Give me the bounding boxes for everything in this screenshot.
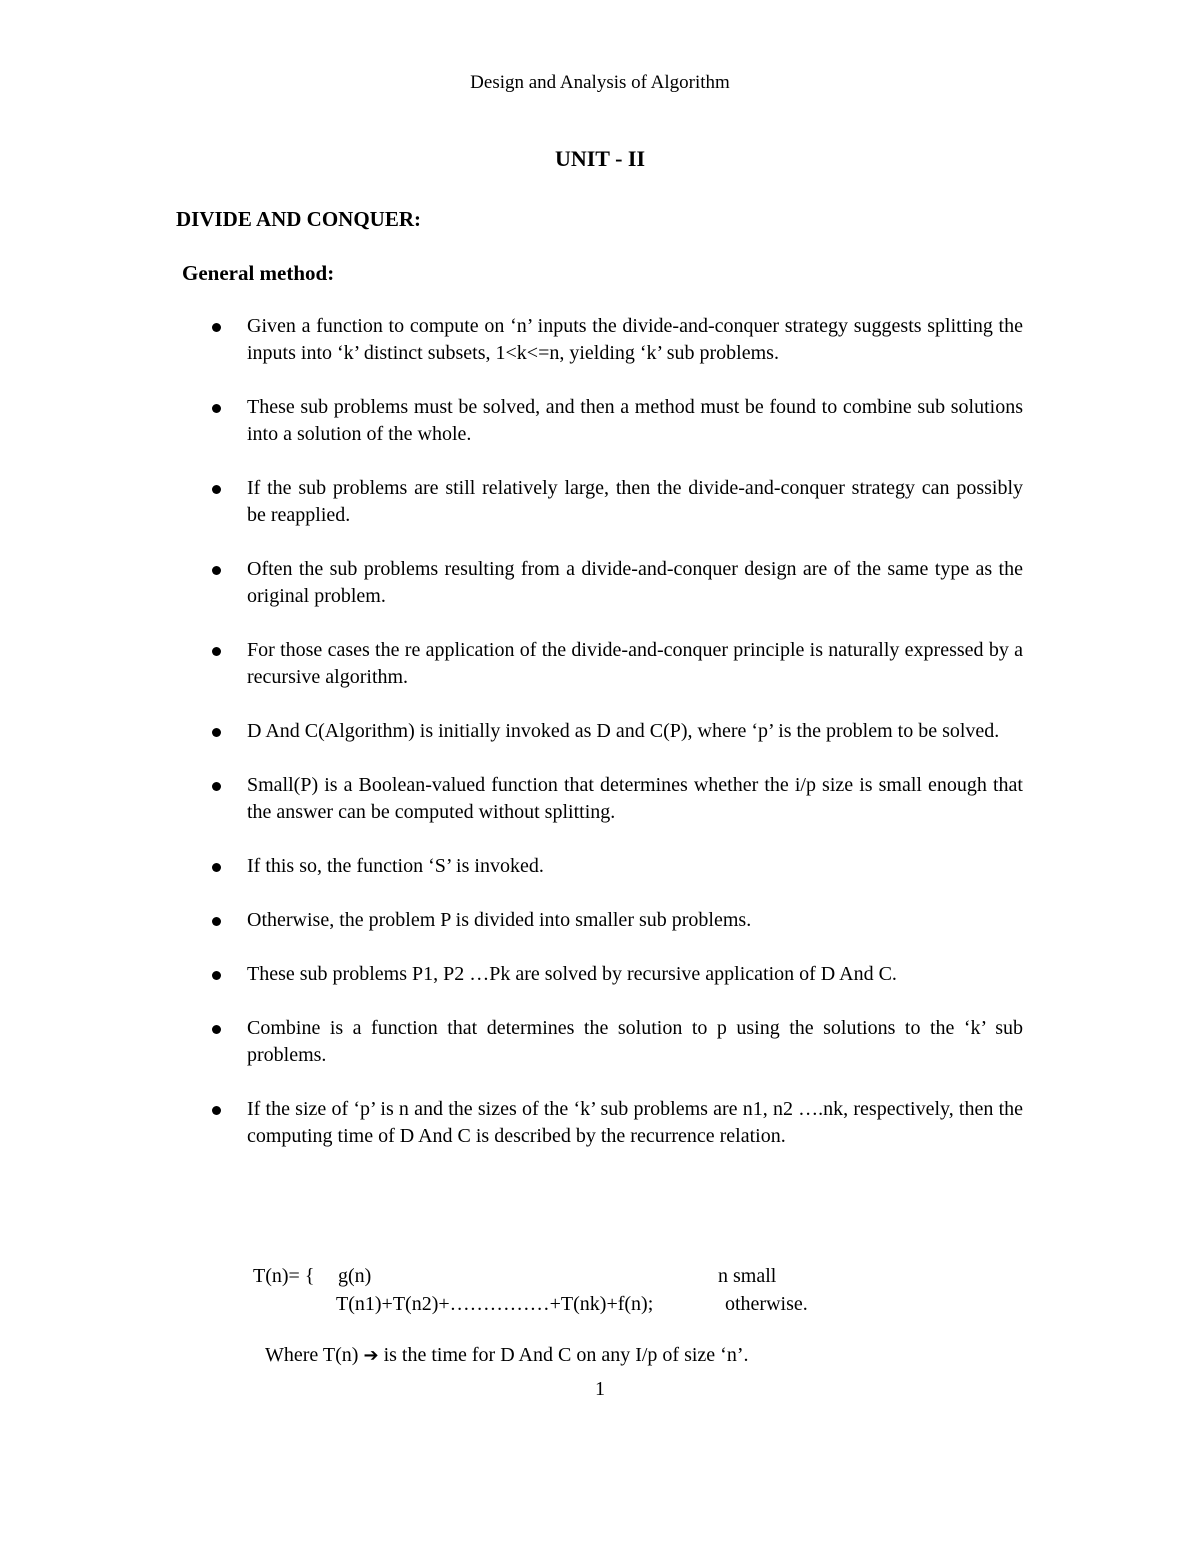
bullet-icon: [212, 728, 221, 737]
list-item: [0, 556, 1200, 610]
formula-row-base-case: [253, 1262, 953, 1290]
formula-row-recursive-case: [253, 1290, 953, 1318]
list-item-text: D And C(Algorithm) is initially invoked as D and C(P), where ‘p’ is the problem to be solved.: [247, 720, 1000, 742]
formula-base-condition: n small: [718, 1265, 777, 1287]
formula-recursive-expression: T(n1)+T(n2)+……………+T(nk)+f(n);: [336, 1293, 654, 1315]
bullet-icon: [212, 647, 221, 656]
bullet-icon: [212, 1025, 221, 1034]
list-item: [0, 394, 1200, 448]
page-number: 1: [595, 1378, 605, 1400]
bullet-icon: [212, 485, 221, 494]
bullet-icon: [212, 404, 221, 413]
bullet-icon: [212, 323, 221, 332]
list-item-text: Combine is a function that determines the solution to p using the solutions to the ‘k’ sub problems.: [247, 1017, 1023, 1066]
formula-base-expression: g(n): [338, 1265, 372, 1287]
bullet-icon: [212, 782, 221, 791]
list-item-text: These sub problems must be solved, and then a method must be found to combine sub solutions into a solution of the whole.: [247, 396, 1023, 445]
formula-recursive-condition: otherwise.: [725, 1293, 808, 1315]
list-item-text: If this so, the function ‘S’ is invoked.: [247, 855, 544, 877]
list-item: [0, 637, 1200, 691]
where-explanation: [265, 1342, 749, 1369]
bullet-list: [0, 313, 1200, 1177]
list-item: [0, 1015, 1200, 1069]
bullet-icon: [212, 971, 221, 980]
list-item-text: Small(P) is a Boolean-valued function that determines whether the i/p size is small enough that the answer can be computed without splitting.: [247, 774, 1023, 823]
list-item-text: If the sub problems are still relatively large, then the divide-and-conquer strategy can possibly be reapplied.: [247, 477, 1023, 526]
list-item: [0, 907, 1200, 934]
list-item-text: Often the sub problems resulting from a divide-and-conquer design are of the same type as the original problem.: [247, 558, 1023, 607]
list-item: [0, 313, 1200, 367]
list-item-text: If the size of ‘p’ is n and the sizes of the ‘k’ sub problems are n1, n2 ….nk, respectively, then the computing time of D And C is described by the recurrence relation.: [247, 1098, 1023, 1147]
list-item: [0, 772, 1200, 826]
bullet-icon: [212, 863, 221, 872]
bullet-icon: [212, 566, 221, 575]
recurrence-formula: [253, 1262, 953, 1318]
unit-title: UNIT - II: [554, 146, 646, 171]
subsection-title: General method:: [182, 261, 335, 285]
list-item-text: Otherwise, the problem P is divided into smaller sub problems.: [247, 909, 752, 931]
list-item-text: For those cases the re application of the divide-and-conquer principle is naturally expressed by a recursive algorithm.: [247, 639, 1023, 688]
list-item-text: These sub problems P1, P2 …Pk are solved by recursive application of D And C.: [247, 963, 897, 985]
list-item-text: Given a function to compute on ‘n’ inputs the divide-and-conquer strategy suggests splitting the inputs into ‘k’ distinct subsets, 1<k<=n, yielding ‘k’ sub problems.: [247, 315, 1023, 364]
bullet-icon: [212, 1106, 221, 1115]
list-item: [0, 718, 1200, 745]
bullet-icon: [212, 917, 221, 926]
where-suffix: is the time for D And C on any I/p of size ‘n’.: [383, 1344, 749, 1366]
list-item: [0, 853, 1200, 880]
list-item: [0, 1096, 1200, 1150]
list-item: [0, 961, 1200, 988]
list-item: [0, 475, 1200, 529]
formula-lhs: T(n)= {: [253, 1265, 315, 1287]
section-title: DIVIDE AND CONQUER:: [176, 207, 422, 231]
where-prefix: Where T(n): [265, 1344, 359, 1366]
running-header: Design and Analysis of Algorithm: [470, 72, 730, 93]
right-arrow-icon: ➔: [363, 1345, 379, 1366]
